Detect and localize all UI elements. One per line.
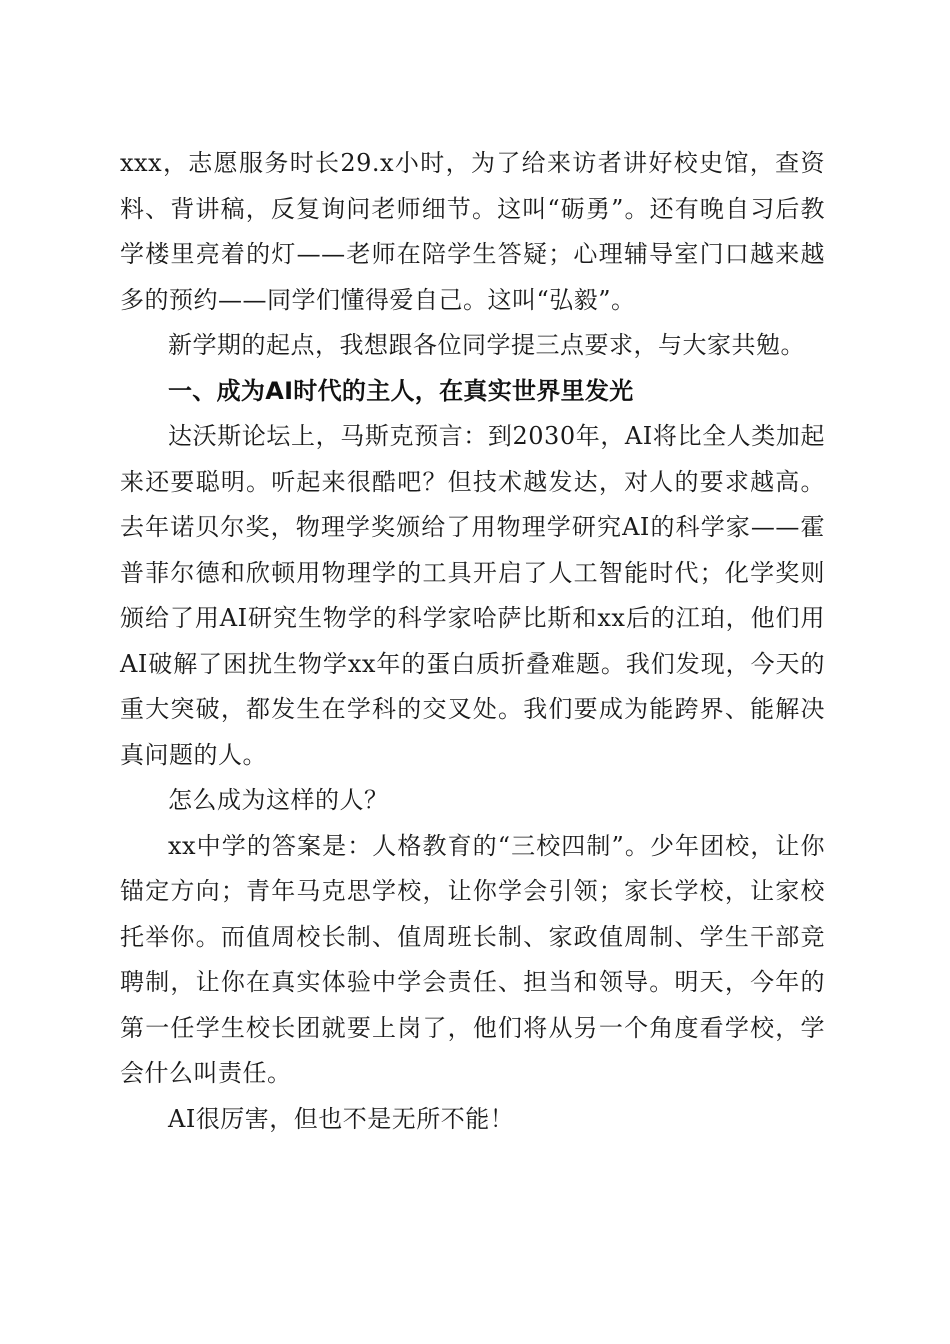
section-heading-1: 一、成为AI时代的主人，在真实世界里发光 xyxy=(168,376,634,405)
paragraph-continuation: xxx，志愿服务时长29.x小时，为了给来访者讲好校史馆，查资料、背讲稿，反复询问老师细节。这叫“砺勇”。还有晚自习后教学楼里亮着的灯——老师在陪学生答疑；心理辅导室门口越来越多的预约——同学们懂得爱自己。这叫“弘毅”。 xyxy=(120,149,825,314)
document-body xyxy=(120,141,825,1142)
paragraph-intro: 新学期的起点，我想跟各位同学提三点要求，与大家共勉。 xyxy=(168,331,805,359)
paragraph-ai-limits: AI很厉害，但也不是无所不能！ xyxy=(168,1104,515,1133)
paragraph-question: 怎么成为这样的人？ xyxy=(168,786,389,814)
paragraph-davos: 达沃斯论坛上，马斯克预言：到2030年，AI将比全人类加起来还要聪明。听起来很酷吧？但技术越发达，对人的要求越高。去年诺贝尔奖，物理学奖颁给了用物理学研究AI的科学家——霍普菲尔德和欣顿用物理学的工具开启了人工智能时代；化学奖则颁给了用AI研究生物学的科学家哈萨比斯和xx后的江珀，他们用AI破解了困扰生物学xx年的蛋白质折叠难题。我们发现，今天的重大突破，都发生在学科的交叉处。我们要成为能跨界、能解决真问题的人。 xyxy=(120,422,825,769)
paragraph-answer: xx中学的答案是：人格教育的“三校四制”。少年团校，让你锚定方向；青年马克思学校，让你学会引领；家长学校，让家校托举你。而值周校长制、值周班长制、家政值周制、学生干部竞聘制，让你在真实体验中学会责任、担当和领导。明天，今年的第一任学生校长团就要上岗了，他们将从另一个角度看学校，学会什么叫责任。 xyxy=(120,831,825,1087)
